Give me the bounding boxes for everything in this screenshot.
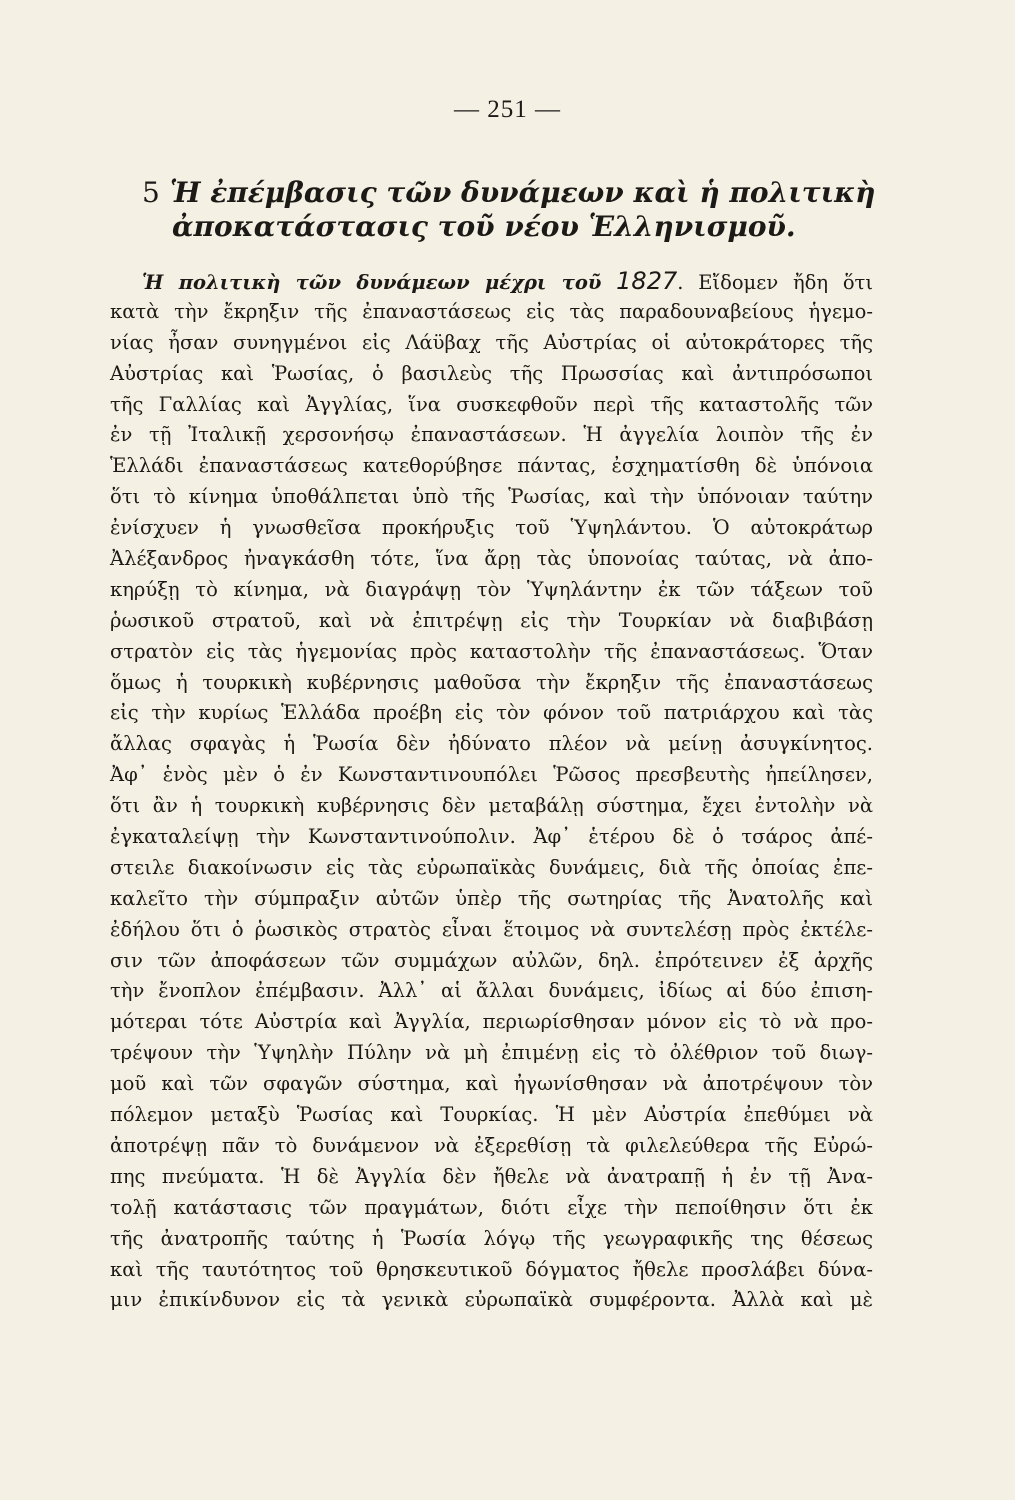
text-line: ὅμως ἡ τουρκικὴ κυβέρνησις μαθοῦσα τὴν ἔκρηξιν τῆς ἐπαναστάσεως — [110, 670, 873, 694]
text-line: πόλεμον μεταξὺ Ῥωσίας καὶ Τουρκίας. Ἡ μὲν Αὐστρία ἐπεθύμει νὰ — [110, 1103, 873, 1127]
text-line: νίας ἦσαν συνηγμένοι εἰς Λάϋβαχ τῆς Αὐστρίας οἱ αὐτοκράτορες τῆς — [110, 330, 873, 354]
text-line: καὶ τῆς ταυτότητος τοῦ θρησκευτικοῦ δόγματος ἤθελε προσλάβει δύνα- — [110, 1257, 873, 1281]
paragraph-first-line — [110, 266, 873, 297]
text-line: ἐνίσχυεν ἡ γνωσθεῖσα προκήρυξις τοῦ Ὑψηλάντου. Ὁ αὐτοκράτωρ — [110, 516, 873, 540]
section-heading — [142, 176, 922, 244]
text-line: μιν ἐπικίνδυνον εἰς τὰ γενικὰ εὐρωπαϊκὰ συμφέροντα. Ἀλλὰ καὶ μὲ — [110, 1288, 873, 1312]
text-line: ἐν τῇ Ἰταλικῇ χερσονήσῳ ἐπαναστάσεων. Ἡ ἀγγελία λοιπὸν τῆς ἐν — [110, 423, 873, 447]
text-line: Ἑλλάδι ἐπαναστάσεως κατεθορύβησε πάντας, ἐσχηματίσθη δὲ ὑπόνοια — [110, 454, 873, 478]
text-line: κηρύξῃ τὸ κίνημα, νὰ διαγράψῃ τὸν Ὑψηλάντην ἐκ τῶν τάξεων τοῦ — [110, 577, 873, 601]
page-number: — 251 — — [454, 96, 561, 123]
text-line: Ἀφ᾽ ἑνὸς μὲν ὁ ἐν Κωνσταντινουπόλει Ῥῶσος πρεσβευτὴς ἠπείλησεν, — [110, 763, 873, 787]
paragraph-year: 1827 — [616, 267, 678, 295]
paragraph-first-rest: . Εἴδομεν ἤδη ὅτι — [677, 271, 873, 294]
section-number: 5 — [142, 176, 160, 209]
text-lines — [110, 297, 873, 1316]
text-line: πης πνεύματα. Ἡ δὲ Ἀγγλία δὲν ἤθελε νὰ ἀνατραπῇ ἡ ἐν τῇ Ἀνα- — [110, 1164, 873, 1188]
text-line: ὅτι τὸ κίνημα ὑποθάλπεται ὑπὸ τῆς Ῥωσίας, καὶ τὴν ὑπόνοιαν ταύτην — [110, 485, 873, 509]
text-line: μοῦ καὶ τῶν σφαγῶν σύστημα, καὶ ἠγωνίσθησαν νὰ ἀποτρέψουν τὸν — [110, 1072, 873, 1096]
text-line: Αὐστρίας καὶ Ῥωσίας, ὁ βασιλεὺς τῆς Πρωσσίας καὶ ἀντιπρόσωποι — [110, 361, 873, 385]
text-line: Ἀλέξανδρος ἠναγκάσθη τότε, ἵνα ἄρῃ τὰς ὑπονοίας ταύτας, νὰ ἀπο- — [110, 547, 873, 571]
text-line: τῆς Γαλλίας καὶ Ἀγγλίας, ἵνα συσκεφθοῦν περὶ τῆς καταστολῆς τῶν — [110, 392, 873, 416]
text-line: μότεραι τότε Αὐστρία καὶ Ἀγγλία, περιωρίσθησαν μόνον εἰς τὸ νὰ προ- — [110, 1010, 873, 1034]
body-text — [110, 266, 873, 1316]
text-line: ἀποτρέψῃ πᾶν τὸ δυνάμενον νὰ ἐξερεθίσῃ τὰ φιλελεύθερα τῆς Εὐρώ- — [110, 1133, 873, 1157]
text-line: ἄλλας σφαγὰς ἡ Ῥωσία δὲν ἠδύνατο πλέον νὰ μείνῃ ἀσυγκίνητος. — [110, 732, 873, 756]
text-line: κατὰ τὴν ἔκρηξιν τῆς ἐπαναστάσεως εἰς τὰς παραδουναβείους ἡγεμο- — [110, 299, 873, 323]
text-line: ἐγκαταλείψῃ τὴν Κωνσταντινούπολιν. Ἀφ᾽ ἑτέρου δὲ ὁ τσάρος ἀπέ- — [110, 825, 873, 849]
text-line: τολῇ κατάστασις τῶν πραγμάτων, διότι εἶχε τὴν πεποίθησιν ὅτι ἐκ — [110, 1195, 873, 1219]
text-line: στρατὸν εἰς τὰς ἡγεμονίας πρὸς καταστολὴν τῆς ἐπαναστάσεως. Ὅταν — [110, 639, 873, 663]
text-line: ῥωσικοῦ στρατοῦ, καὶ νὰ ἐπιτρέψῃ εἰς τὴν Τουρκίαν νὰ διαβιβάσῃ — [110, 608, 873, 632]
text-line: καλεῖτο τὴν σύμπραξιν αὐτῶν ὑπὲρ τῆς σωτηρίας τῆς Ἀνατολῆς καὶ — [110, 886, 873, 910]
text-line: ἐδήλου ὅτι ὁ ῥωσικὸς στρατὸς εἶναι ἕτοιμος νὰ συντελέσῃ πρὸς ἐκτέλε- — [110, 917, 873, 941]
text-line: τὴν ἔνοπλον ἐπέμβασιν. Ἀλλ᾽ αἱ ἄλλαι δυνάμεις, ἰδίως αἱ δύο ἐπιση- — [110, 979, 873, 1003]
text-line: σιν τῶν ἀποφάσεων τῶν συμμάχων αὐλῶν, δηλ. ἐπρότεινεν ἐξ ἀρχῆς — [110, 948, 873, 972]
paragraph-lead: Ἡ πολιτικὴ τῶν δυνάμεων μέχρι τοῦ — [142, 271, 602, 294]
text-line: τῆς ἀνατροπῆς ταύτης ἡ Ῥωσία λόγῳ τῆς γεωγραφικῆς της θέσεως — [110, 1226, 873, 1250]
text-line: εἰς τὴν κυρίως Ἑλλάδα προέβη εἰς τὸν φόνον τοῦ πατριάρχου καὶ τὰς — [110, 701, 873, 725]
section-title-line-1: Ἡ ἐπέμβασις τῶν δυνάμεων καὶ ἡ πολιτικὴ — [169, 176, 876, 209]
section-title-line-2: ἀποκατάστασις τοῦ νέου Ἑλληνισμοῦ. — [172, 210, 796, 243]
text-line: στειλε διακοίνωσιν εἰς τὰς εὐρωπαϊκὰς δυνάμεις, διὰ τῆς ὁποίας ἐπε- — [110, 855, 873, 879]
text-line: ὅτι ἂν ἡ τουρκικὴ κυβέρνησις δὲν μεταβάλῃ σύστημα, ἔχει ἐντολὴν νὰ — [110, 794, 873, 818]
text-line: τρέψουν τὴν Ὑψηλὴν Πύλην νὰ μὴ ἐπιμένῃ εἰς τὸ ὀλέθριον τοῦ διωγ- — [110, 1041, 873, 1065]
